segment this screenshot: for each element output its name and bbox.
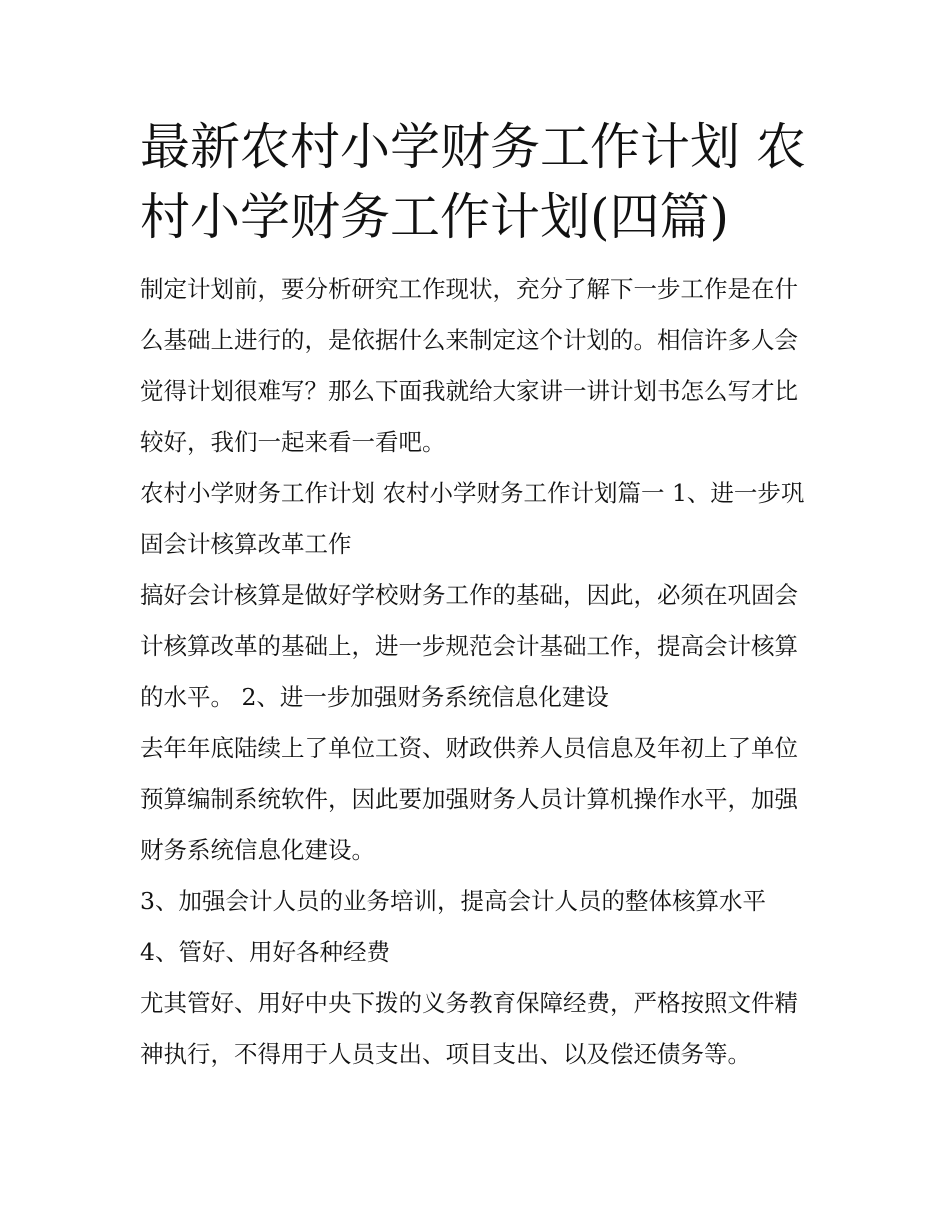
- document-title: 最新农村小学财务工作计划 农村小学财务工作计划(四篇): [140, 118, 806, 246]
- body-paragraph: 搞好会计核算是做好学校财务工作的基础，因此，必须在巩固会计核算改革的基础上，进一步规范会计基础工作，提高会计核算的水平。 2、进一步加强财务系统信息化建设: [140, 581, 798, 711]
- section-heading-3: 3、加强会计人员的业务培训，提高会计人员的整体核算水平: [140, 887, 766, 915]
- body-paragraph: 去年年底陆续上了单位工资、财政供养人员信息及年初上了单位预算编制系统软件，因此要加强财务人员计算机操作水平，加强财务系统信息化建设。: [140, 734, 798, 864]
- section-heading-4: 4、管好、用好各种经费: [140, 938, 390, 966]
- body-paragraph: 尤其管好、用好中央下拨的义务教育保障经费，严格按照文件精神执行，不得用于人员支出、项目支出、以及偿还债务等。: [140, 989, 798, 1068]
- section-heading-1: 农村小学财务工作计划 农村小学财务工作计划篇一 1、进一步巩固会计核算改革工作: [140, 479, 805, 558]
- document-page: [140, 112, 812, 1080]
- intro-paragraph: 制定计划前，要分析研究工作现状，充分了解下一步工作是在什么基础上进行的，是依据什么来制定这个计划的。相信许多人会觉得计划很难写？那么下面我就给大家讲一讲计划书怎么写才比较好，我们一起来看一看吧。: [140, 275, 798, 456]
